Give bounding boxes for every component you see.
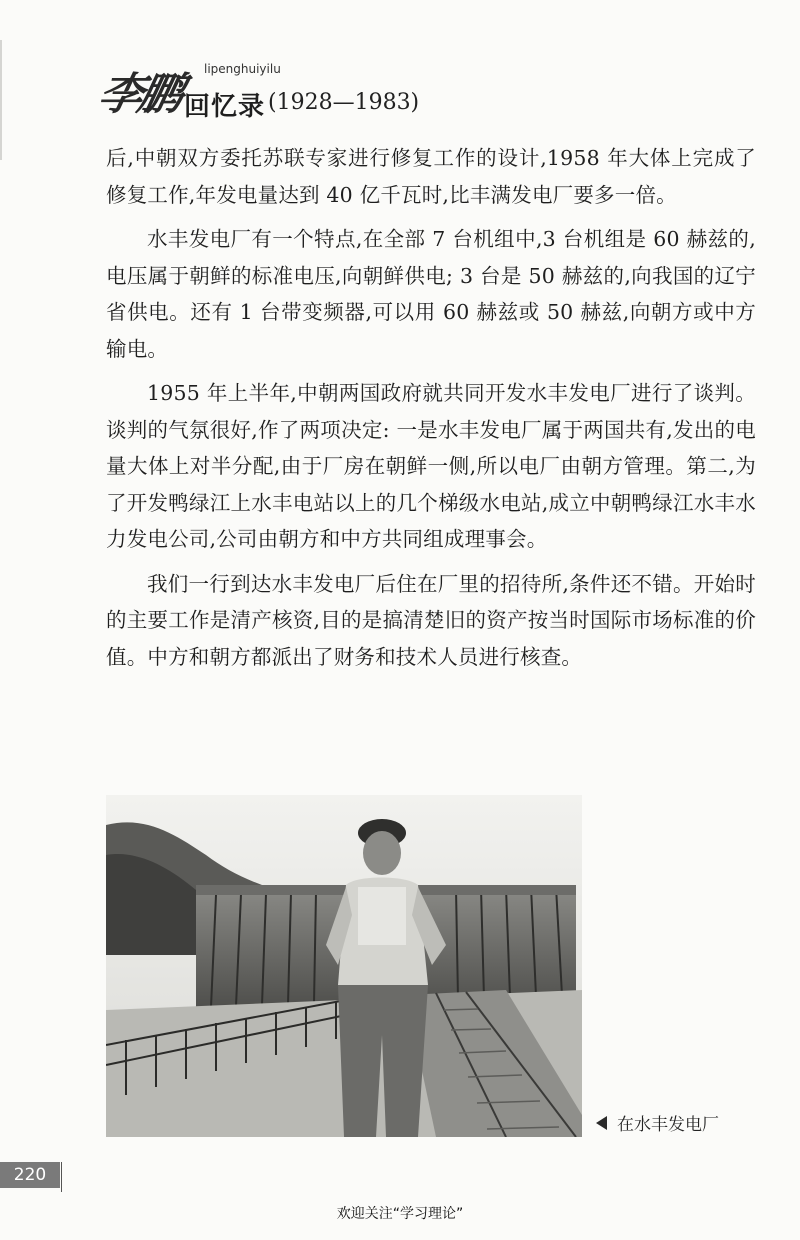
author-calligraphy: 李鹏 — [93, 69, 185, 120]
running-header — [93, 50, 700, 122]
caption-pointer-icon — [596, 1116, 607, 1130]
paragraph: 我们一行到达水丰发电厂后住在厂里的招待所,条件还不错。开始时的主要工作是清产核资,目的是搞清楚旧的资产按当时国际市场标准的价值。中方和朝方都派出了财务和技术人员进行核查。 — [106, 571, 756, 669]
page-number-rule — [61, 1162, 62, 1192]
footer-note: 欢迎关注“学习理论” — [336, 1206, 464, 1222]
paragraph: 后,中朝双方委托苏联专家进行修复工作的设计,1958 年大体上完成了修复工作,年发电量达到 40 亿千瓦时,比丰满发电厂要多一倍。 — [106, 146, 756, 207]
photo-caption — [596, 1110, 719, 1135]
photo-caption-text: 在水丰发电厂 — [617, 1115, 719, 1135]
paragraph: 1955 年上半年,中朝两国政府就共同开发水丰发电厂进行了谈判。谈判的气氛很好,作了两项决定: 一是水丰发电厂属于两国共有,发出的电量大体上对半分配,由于厂房在朝鲜一侧,所以电厂由朝方管理。第二,为了开发鸭绿江上水丰电站以上的几个梯级水电站,成立中朝鸭绿江水丰水力发电公司,公司由朝方和中方共同组成理事会。 — [106, 381, 756, 551]
book-title: 回忆录 — [184, 92, 266, 122]
header-pinyin: lipenghuiyilu — [204, 62, 281, 76]
book-years: (1928—1983) — [268, 90, 420, 115]
paragraph: 水丰发电厂有一个特点,在全部 7 台机组中,3 台机组是 60 赫兹的,电压属于朝鲜的标准电压,向朝鲜供电; 3 台是 50 赫兹的,向我国的辽宁省供电。还有 1 台带变频器,可以用 60 赫兹或 50 赫兹,向朝方或中方输电。 — [106, 227, 756, 361]
page-edge-shadow — [0, 40, 2, 160]
photo-illustration — [106, 795, 582, 1137]
page-number: 220 — [0, 1162, 60, 1188]
dam-photo — [106, 795, 582, 1137]
page-number-box — [0, 1162, 62, 1192]
body-text — [106, 140, 756, 683]
